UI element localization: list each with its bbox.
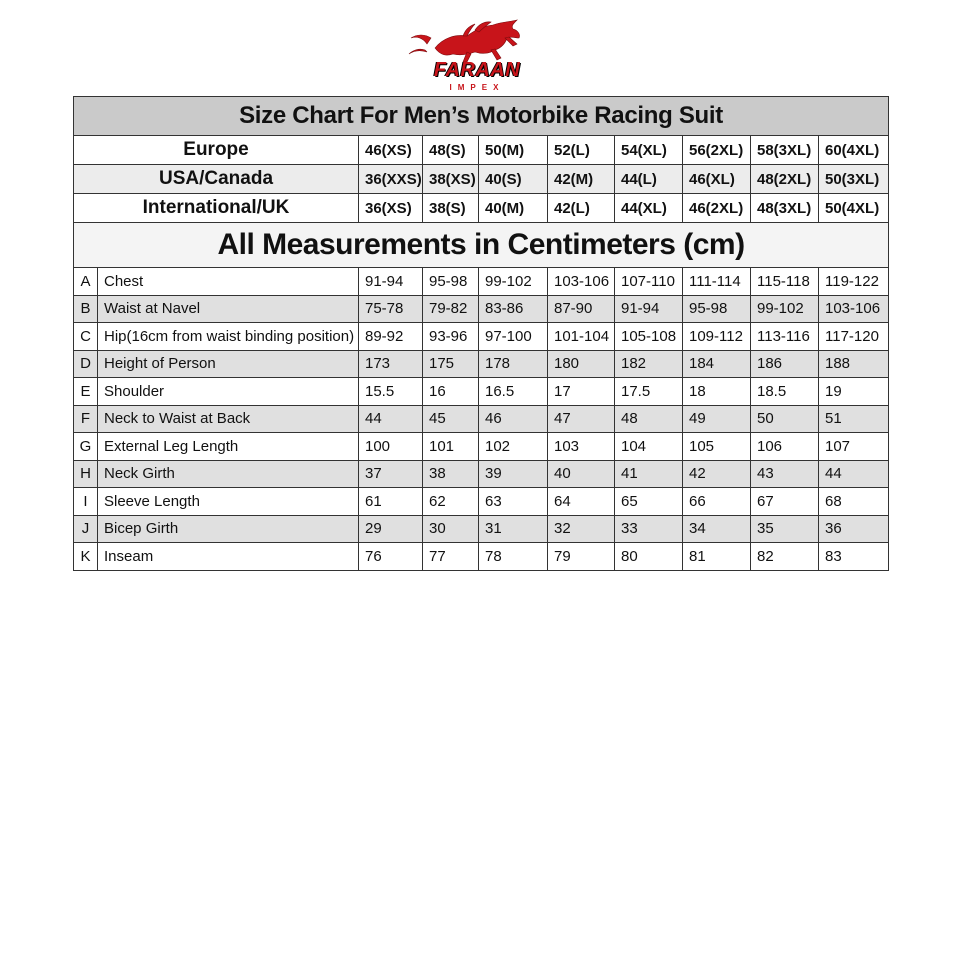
measurement-value: 49 [683,405,751,433]
measurement-value: 82 [751,543,819,571]
measurement-value: 76 [359,543,423,571]
size-cell: 42(M) [548,165,615,194]
measurement-value: 89-92 [359,323,423,351]
measurement-value: 79-82 [423,295,479,323]
measurement-value: 87-90 [548,295,615,323]
brand-subtitle: IMPEX [449,83,505,92]
measurement-value: 105 [683,433,751,461]
measurement-name: Inseam [98,543,359,571]
measurement-value: 105-108 [615,323,683,351]
size-cell: 36(XS) [359,194,423,223]
measurement-value: 47 [548,405,615,433]
measurement-value: 175 [423,350,479,378]
measurement-value: 186 [751,350,819,378]
measurement-value: 34 [683,515,751,543]
measurement-row [74,350,889,378]
measurement-value: 78 [479,543,548,571]
measurement-value: 75-78 [359,295,423,323]
region-label: International/UK [74,194,359,223]
measurement-value: 188 [819,350,889,378]
measurement-value: 17.5 [615,378,683,406]
units-heading: All Measurements in Centimeters (cm) [74,223,889,268]
measurement-value: 62 [423,488,479,516]
measurement-value: 111-114 [683,268,751,296]
size-cell: 38(S) [423,194,479,223]
measurement-value: 29 [359,515,423,543]
chart-title: Size Chart For Men’s Motorbike Racing Suit [74,97,889,136]
measurement-letter: I [74,488,98,516]
measurement-row [74,515,889,543]
measurement-name: Height of Person [98,350,359,378]
size-cell: 36(XXS) [359,165,423,194]
region-label: USA/Canada [74,165,359,194]
measurement-row [74,268,889,296]
measurement-letter: H [74,460,98,488]
measurement-value: 103 [548,433,615,461]
measurement-value: 61 [359,488,423,516]
measurement-value: 51 [819,405,889,433]
size-cell: 48(3XL) [751,194,819,223]
measurement-letter: E [74,378,98,406]
size-cell: 46(2XL) [683,194,751,223]
measurement-value: 83 [819,543,889,571]
measurement-value: 95-98 [683,295,751,323]
measurement-value: 119-122 [819,268,889,296]
measurement-value: 42 [683,460,751,488]
measurement-value: 39 [479,460,548,488]
measurement-value: 33 [615,515,683,543]
measurement-value: 31 [479,515,548,543]
measurement-value: 101-104 [548,323,615,351]
measurement-value: 66 [683,488,751,516]
measurement-value: 102 [479,433,548,461]
measurement-row [74,433,889,461]
measurement-value: 40 [548,460,615,488]
measurement-value: 81 [683,543,751,571]
measurement-value: 38 [423,460,479,488]
size-cell: 46(XL) [683,165,751,194]
size-cell: 60(4XL) [819,136,889,165]
measurement-value: 100 [359,433,423,461]
measurement-value: 32 [548,515,615,543]
measurement-value: 68 [819,488,889,516]
size-cell: 40(S) [479,165,548,194]
measurement-row [74,295,889,323]
measurement-row [74,543,889,571]
title-row [74,97,889,136]
measurement-letter: A [74,268,98,296]
size-cell: 54(XL) [615,136,683,165]
measurement-value: 65 [615,488,683,516]
measurement-value: 99-102 [751,295,819,323]
measurement-value: 173 [359,350,423,378]
measurement-name: Shoulder [98,378,359,406]
measurement-value: 67 [751,488,819,516]
measurement-value: 83-86 [479,295,548,323]
measurement-value: 99-102 [479,268,548,296]
measurement-value: 91-94 [615,295,683,323]
measurement-name: Neck to Waist at Back [98,405,359,433]
measurement-value: 48 [615,405,683,433]
size-cell: 56(2XL) [683,136,751,165]
measurement-value: 182 [615,350,683,378]
size-cell: 52(L) [548,136,615,165]
measurement-row [74,460,889,488]
measurement-value: 63 [479,488,548,516]
units-row [74,223,889,268]
measurement-value: 19 [819,378,889,406]
brand-name: FARAAN [433,59,521,81]
measurement-value: 97-100 [479,323,548,351]
measurement-value: 18 [683,378,751,406]
size-cell: 40(M) [479,194,548,223]
size-row [74,165,889,194]
measurement-value: 44 [819,460,889,488]
size-row [74,136,889,165]
measurement-name: Waist at Navel [98,295,359,323]
measurement-value: 35 [751,515,819,543]
measurement-value: 184 [683,350,751,378]
measurement-name: Chest [98,268,359,296]
measurement-value: 113-116 [751,323,819,351]
measurement-value: 103-106 [548,268,615,296]
measurement-name: Bicep Girth [98,515,359,543]
measurement-value: 180 [548,350,615,378]
measurement-value: 115-118 [751,268,819,296]
measurement-value: 93-96 [423,323,479,351]
measurement-value: 41 [615,460,683,488]
measurement-name: Sleeve Length [98,488,359,516]
measurement-value: 30 [423,515,479,543]
measurement-value: 16 [423,378,479,406]
measurement-name: Hip(16cm from waist binding position) [98,323,359,351]
size-cell: 48(S) [423,136,479,165]
measurement-value: 18.5 [751,378,819,406]
size-cell: 50(3XL) [819,165,889,194]
measurement-row [74,378,889,406]
measurement-row [74,323,889,351]
size-cell: 48(2XL) [751,165,819,194]
measurement-letter: K [74,543,98,571]
measurement-value: 50 [751,405,819,433]
measurement-letter: B [74,295,98,323]
size-row [74,194,889,223]
measurement-value: 95-98 [423,268,479,296]
measurement-value: 37 [359,460,423,488]
measurement-value: 36 [819,515,889,543]
size-cell: 42(L) [548,194,615,223]
brand-logo [405,16,535,92]
measurement-value: 109-112 [683,323,751,351]
measurement-value: 80 [615,543,683,571]
measurement-value: 64 [548,488,615,516]
measurement-letter: F [74,405,98,433]
measurement-value: 91-94 [359,268,423,296]
measurement-value: 117-120 [819,323,889,351]
size-cell: 46(XS) [359,136,423,165]
measurement-letter: D [74,350,98,378]
measurement-value: 107-110 [615,268,683,296]
size-cell: 44(XL) [615,194,683,223]
measurement-row [74,405,889,433]
measurement-value: 107 [819,433,889,461]
size-cell: 58(3XL) [751,136,819,165]
measurement-letter: G [74,433,98,461]
measurement-value: 15.5 [359,378,423,406]
measurement-letter: J [74,515,98,543]
measurement-value: 101 [423,433,479,461]
size-chart-table [73,96,889,571]
measurement-value: 16.5 [479,378,548,406]
measurement-value: 43 [751,460,819,488]
size-cell: 50(M) [479,136,548,165]
measurement-letter: C [74,323,98,351]
measurement-value: 106 [751,433,819,461]
measurement-name: External Leg Length [98,433,359,461]
measurement-value: 46 [479,405,548,433]
measurement-value: 178 [479,350,548,378]
measurement-value: 103-106 [819,295,889,323]
measurement-name: Neck Girth [98,460,359,488]
measurement-row [74,488,889,516]
region-label: Europe [74,136,359,165]
measurement-value: 79 [548,543,615,571]
measurement-value: 104 [615,433,683,461]
size-cell: 44(L) [615,165,683,194]
measurement-value: 17 [548,378,615,406]
measurement-value: 45 [423,405,479,433]
measurement-value: 44 [359,405,423,433]
size-cell: 50(4XL) [819,194,889,223]
size-cell: 38(XS) [423,165,479,194]
measurement-value: 77 [423,543,479,571]
